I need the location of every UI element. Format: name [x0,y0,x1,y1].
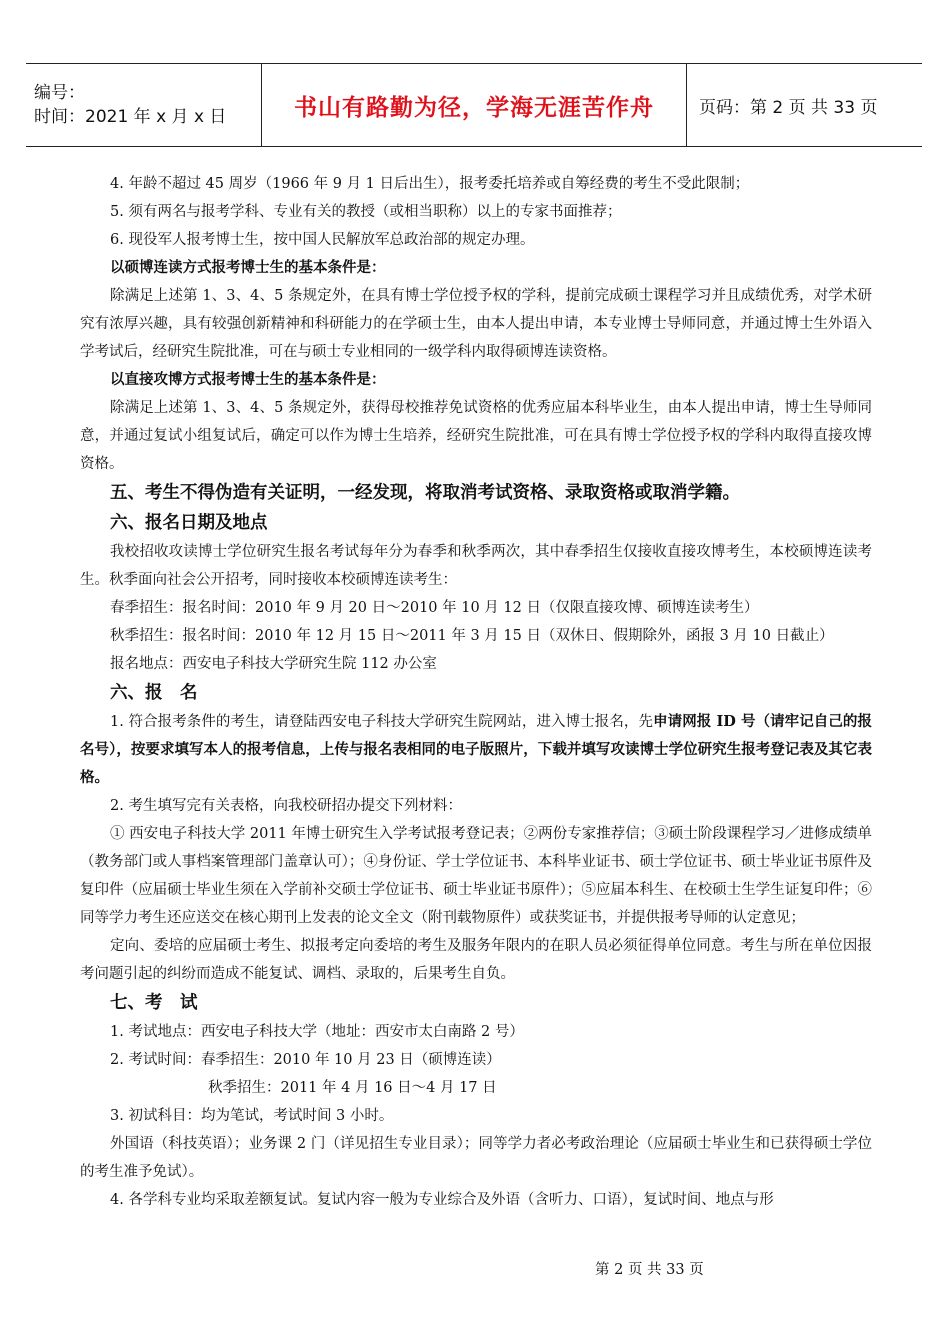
exam-time-autumn: 秋季招生：2011 年 4 月 16 日～4 月 17 日 [208,1080,497,1096]
section-6-dates-heading: 六、报名日期及地点 [110,513,268,533]
subheading-combined-program: 以硕博连读方式报考博士生的基本条件是： [110,259,386,276]
step-1-bold: 申请网报 ID 号（请牢记自己的报名号），按要求填写本人的报考信息，上传与报名表相同的电子版照片，下载并填写攻读博士学位研究生报考登记表及其它表格。 [80,713,873,786]
registration-location: 报名地点：西安电子科技大学研究生院 112 办公室 [110,656,437,672]
document-number: 编号： [34,83,85,103]
exam-time-spring: 2. 考试时间：春季招生：2010 年 10 月 23 日（硕博连读） [110,1052,501,1068]
document-body [80,170,872,1214]
page-footer: 第 2 页 共 33 页 [595,1262,704,1278]
registration-step-2: 2. 考生填写完有关表格，向我校研招办提交下列材料： [110,798,462,814]
exam-subjects-detail: 外国语（科技英语）；业务课 2 门（详见招生专业目录）；同等学力者必考政治理论（应届硕士毕业生和已获得硕士学位的考生准予免试）。 [80,1136,872,1180]
employer-consent-note: 定向、委培的应届硕士考生、拟报考定向委培的考生及服务年限内的在职人员必须征得单位同意。考生与所在单位因报考问题引起的纠纷而造成不能复试、调档、录取的，后果考生自负。 [80,938,872,982]
exam-subjects: 3. 初试科目：均为笔试，考试时间 3 小时。 [110,1108,394,1124]
step-1-intro: 1. 符合报考条件的考生，请登陆西安电子科技大学研究生院网站，进入博士报名，先 [110,714,654,730]
condition-6: 6. 现役军人报考博士生，按中国人民解放军总政治部的规定办理。 [110,232,535,248]
exam-location: 1. 考试地点：西安电子科技大学（地址：西安市太白南路 2 号） [110,1024,524,1040]
materials-list: ① 西安电子科技大学 2011 年博士研究生入学考试报考登记表；②两份专家推荐信；③硕士阶段课程学习／进修成绩单（教务部门或人事档案管理部门盖章认可）；④身份证、学士学位证书、本科毕业证书、硕士学位证书、硕士毕业证书原件及复印件（应届硕士毕业生须在入学前补交硕士学位证书、硕士毕业证书原件）；⑤应届本科生、在校硕士生学生证复印件；⑥同等学力考生还应送交在核心期刊上发表的论文全文（附刊载物原件）或获奖证书，并提供报考导师的认定意见； [80,826,872,926]
page-header [26,63,922,147]
spring-registration: 春季招生：报名时间：2010 年 9 月 20 日～2010 年 10 月 12 日（仅限直接攻博、硕博连读考生） [110,600,759,616]
document-time: 时间：2021 年 x 月 x 日 [34,107,227,127]
registration-step-1 [80,708,872,792]
section-5-heading: 五、考生不得伪造有关证明，一经发现，将取消考试资格、录取资格或取消学籍。 [110,483,740,503]
section-7-heading: 七、考 试 [110,993,198,1013]
header-motto-cell [262,64,687,146]
header-motto: 书山有路勤为径，学海无涯苦作舟 [294,94,654,121]
condition-5: 5. 须有两名与报考学科、专业有关的教授（或相当职称）以上的专家书面推荐； [110,204,622,220]
condition-4: 4. 年龄不超过 45 周岁（1966 年 9 月 1 日后出生），报考委托培养或自筹经费的考生不受此限制； [110,176,750,192]
section-6-registration-heading: 六、报 名 [110,683,198,703]
subheading-direct-phd: 以直接攻博方式报考博士生的基本条件是： [110,371,386,388]
registration-intro: 我校招收攻读博士学位研究生报名考试每年分为春季和秋季两次，其中春季招生仅接收直接攻博考生，本校硕博连读考生。秋季面向社会公开招考，同时接收本校硕博连读考生： [80,544,872,588]
direct-phd-text: 除满足上述第 1、3、4、5 条规定外，获得母校推荐免试资格的优秀应届本科毕业生，由本人提出申请，博士生导师同意，并通过复试小组复试后，确定可以作为博士生培养，经研究生院批准，可在具有博士学位授予权的学科内取得直接攻博资格。 [80,400,872,472]
autumn-registration: 秋季招生：报名时间：2010 年 12 月 15 日～2011 年 3 月 15 日（双休日、假期除外，函报 3 月 10 日截止） [110,628,834,644]
retest-info: 4. 各学科专业均采取差额复试。复试内容一般为专业综合及外语（含听力、口语），复试时间、地点与形 [110,1192,774,1208]
header-page-info: 页码：第 2 页 共 33 页 [699,97,878,118]
header-meta [26,64,262,146]
combined-program-text: 除满足上述第 1、3、4、5 条规定外，在具有博士学位授予权的学科，提前完成硕士课程学习并且成绩优秀，对学术研究有浓厚兴趣，具有较强创新精神和科研能力的在学硕士生，由本人提出申请，本专业博士导师同意，并通过博士生外语入学考试后，经研究生院批准，可在与硕士专业相同的一级学科内取得硕博连读资格。 [80,288,872,360]
